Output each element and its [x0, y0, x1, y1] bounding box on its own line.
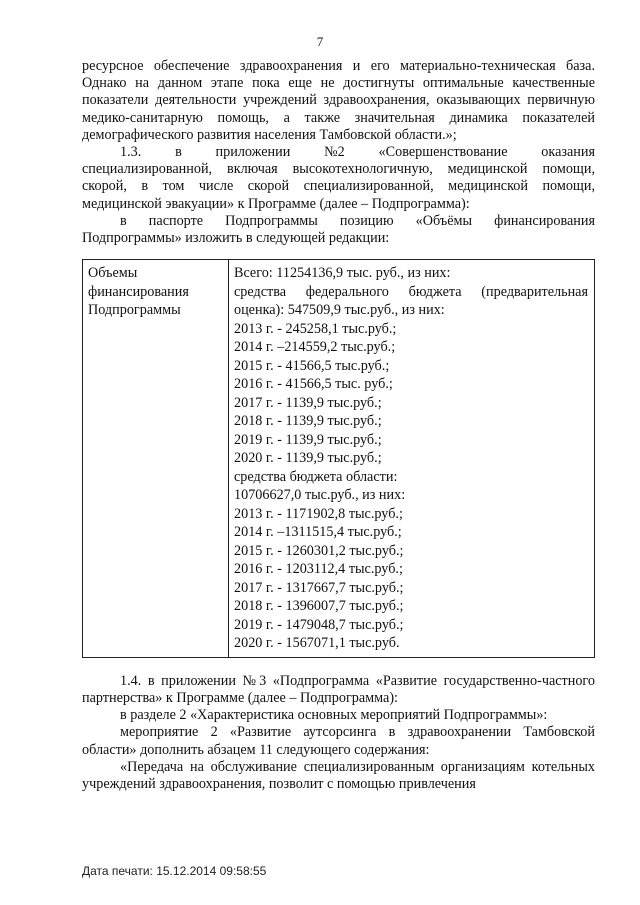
table-line: 2019 г. - 1479048,7 тыс.руб.; [234, 616, 404, 633]
passport-instruction: в паспорте Подпрограммы позицию «Объёмы финансирования Подпрограммы» изложить в следующей редакции: [82, 212, 595, 247]
quote-start-text: «Передача на обслуживание специализированным организациям котельных учреждений здравоохранения, позволит с помощью привлечения [82, 758, 595, 792]
document-body [82, 58, 595, 793]
table-line: 2016 г. - 1203112,4 тыс.руб.; [234, 561, 403, 578]
item-number: 1.3. [120, 144, 142, 161]
word: приложении [215, 144, 291, 161]
table-line: средства бюджета области: [234, 468, 398, 485]
item-1-3-first-line [82, 144, 595, 161]
item-1-3-continuation: специализированной, включая высокотехнологичную, медицинской помощи, скорой, в том числе скорой специализированной, медицинской помощи, медицинской эвакуации» к Программе (далее – Подпрограмма): [82, 161, 595, 212]
word: «Совершенствование [378, 144, 508, 161]
table-line: 2014 г. –214559,2 тыс.руб.; [234, 339, 396, 356]
table-line: 10706627,0 тыс.руб., из них: [234, 487, 406, 504]
print-date-footer: Дата печати: 15.12.2014 09:58:55 [82, 864, 267, 878]
table-line: 2013 г. - 1171902,8 тыс.руб.; [234, 505, 403, 522]
table-line: 2018 г. - 1139,9 тыс.руб.; [234, 413, 382, 430]
table-line: 2014 г. –1311515,4 тыс.руб.; [234, 524, 402, 541]
table-line: 2013 г. - 245258,1 тыс.руб.; [234, 320, 397, 337]
word: в [175, 144, 182, 161]
page-number: 7 [316, 34, 324, 49]
table-line: 2015 г. - 41566,5 тыс.руб.; [234, 357, 390, 374]
table-line: 2017 г. - 1317667,7 тыс.руб.; [234, 579, 404, 596]
paragraph-continuation: ресурсное обеспечение здравоохранения и его материально-техническая база. Однако на данном этапе пока еще не достигнуты оптимальные качественные показатели деятельности учреждений здравоохранения, оказывающих первичную медико-санитарную помощь, а также значительная динамика показателей демографического развития населения Тамбовской области.»; [82, 58, 595, 143]
table-line: 2015 г. - 1260301,2 тыс.руб.; [234, 542, 404, 559]
table-line: 2018 г. - 1396007,7 тыс.руб.; [234, 598, 404, 615]
table-line: 2020 г. - 1567071,1 тыс.руб. [234, 635, 400, 652]
word: оказания [541, 144, 595, 161]
table-line: 2017 г. - 1139,9 тыс.руб.; [234, 394, 382, 411]
item-1-4-text: 1.4. в приложении №3 «Подпрограмма «Развитие государственно-частного партнерства» к Программе (далее – Подпрограмма): [82, 672, 595, 706]
section-2-text: в разделе 2 «Характеристика основных мероприятий Подпрограммы»: [120, 707, 548, 724]
table-line: 2016 г. - 41566,5 тыс. руб.; [234, 376, 393, 393]
table-line: 2020 г. - 1139,9 тыс.руб.; [234, 450, 382, 467]
table-value-cell [229, 260, 595, 658]
financing-table [82, 259, 595, 658]
table-label-cell: Объемы финансирования Подпрограммы [83, 260, 229, 658]
measure-2-text: мероприятие 2 «Развитие аутсорсинга в здравоохранении Тамбовской области» дополнить абзацем 11 следующего содержания: [82, 724, 595, 758]
word: №2 [324, 144, 345, 161]
table-line: средства федерального бюджета (предварительная оценка): 547509,9 тыс.руб., из них: [234, 283, 588, 319]
table-row [83, 260, 595, 658]
table-line: Всего: 11254136,9 тыс. руб., из них: [234, 265, 451, 282]
table-line: 2019 г. - 1139,9 тыс.руб.; [234, 431, 382, 448]
